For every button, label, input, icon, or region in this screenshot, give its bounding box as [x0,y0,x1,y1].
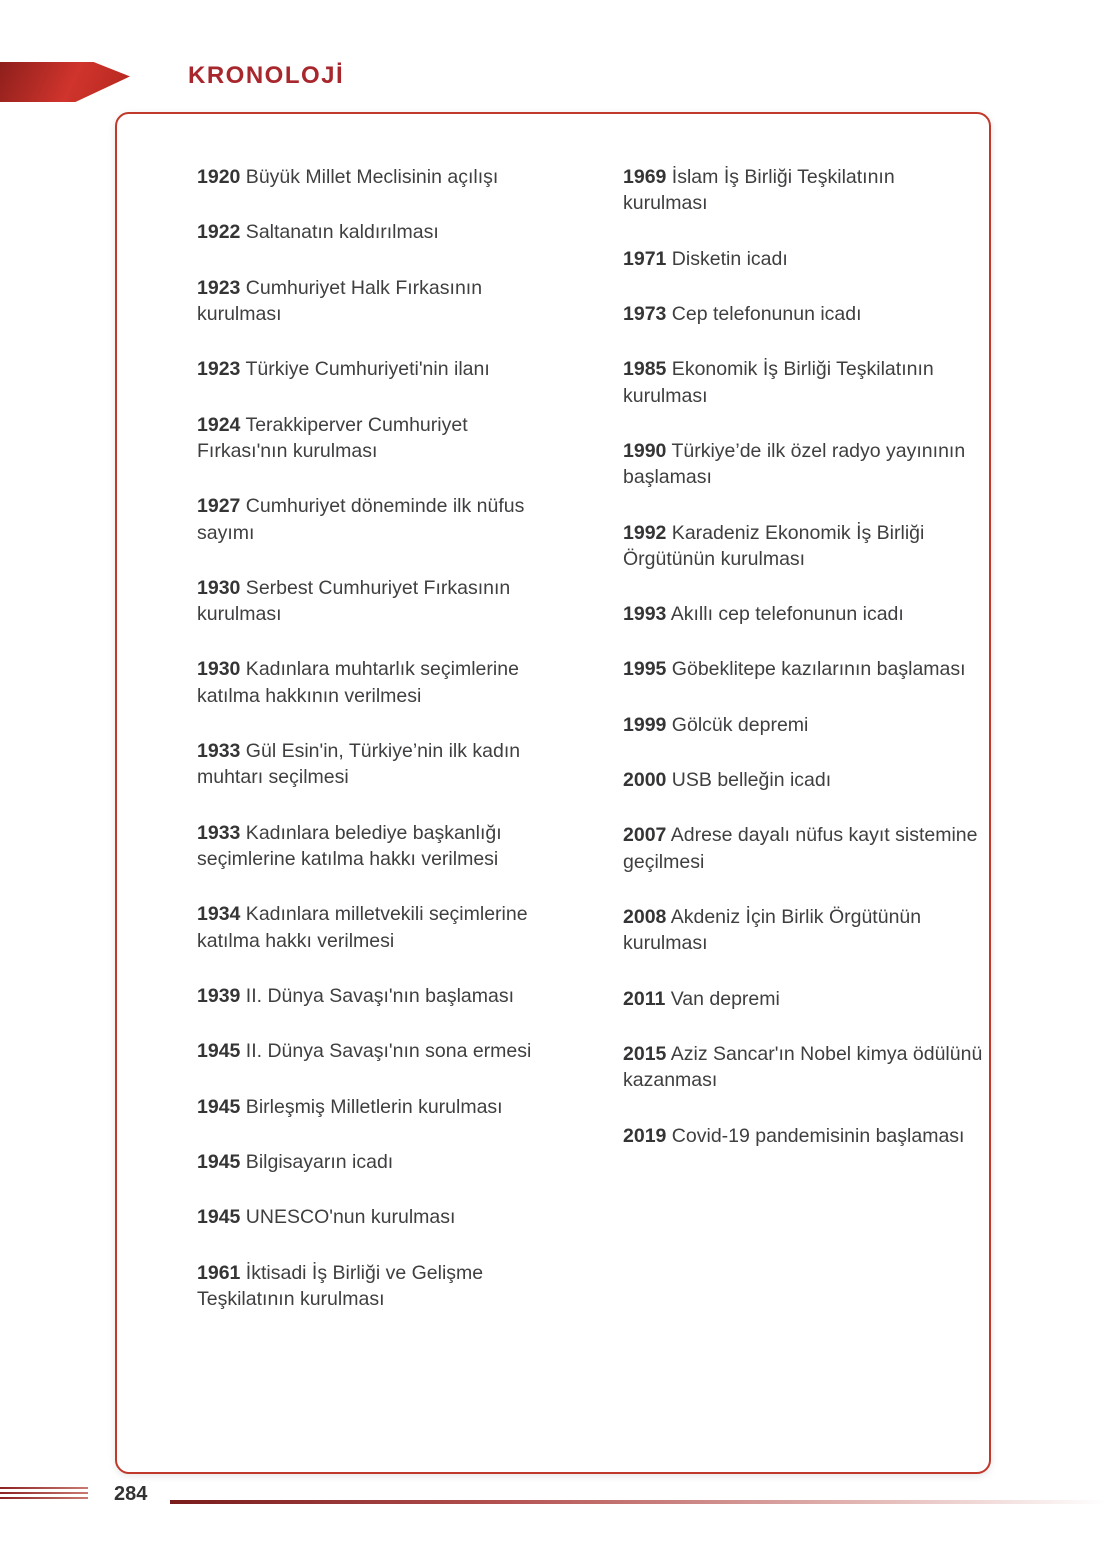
entry-text: Van depremi [665,987,780,1010]
timeline-entry [197,820,557,873]
timeline-entry [197,356,557,382]
timeline-entry [623,904,983,957]
entry-year: 1973 [623,302,667,325]
entry-year: 1945 [197,1095,241,1118]
timeline-entry [197,1038,557,1064]
timeline-entry [197,1094,557,1120]
timeline-entry [623,520,983,573]
timeline-entry [197,219,557,245]
timeline-entry [623,438,983,491]
timeline-entry [197,164,557,190]
entry-year: 1999 [623,713,667,736]
entry-year: 1995 [623,658,667,681]
entry-text: Gül Esin'in, Türkiye’nin ilk kadın muhtarı seçilmesi [197,740,521,789]
entry-year: 1923 [197,276,241,299]
entry-year: 2011 [623,987,666,1010]
timeline-entry [623,986,983,1012]
entry-text: İktisadi İş Birliği ve Gelişme Teşkilatının kurulması [197,1261,484,1310]
timeline-entry [623,767,983,793]
entry-year: 1927 [197,495,241,518]
entry-text: Gölcük depremi [666,713,809,736]
timeline-entry [197,1204,557,1230]
entry-text: Cep telefonunun icadı [666,302,862,325]
timeline-entry [623,822,983,875]
entry-text: II. Dünya Savaşı'nın sona ermesi [240,1040,532,1063]
entry-year: 1923 [197,358,241,381]
footer-gradient-rule [170,1500,1106,1504]
timeline-entry [197,901,557,954]
entry-text: İslam İş Birliği Teşkilatının kurulması [623,166,895,215]
timeline-entry [197,1260,557,1313]
entry-year: 1990 [623,439,667,462]
entry-year: 1934 [197,903,241,926]
entry-text: Cumhuriyet Halk Fırkasının kurulması [197,276,483,325]
timeline-right-column [623,164,983,1178]
entry-year: 2019 [623,1124,667,1147]
timeline-entry [197,275,557,328]
entry-text: Kadınlara belediye başkanlığı seçimlerine katılma hakkı verilmesi [197,821,502,870]
timeline-entry [623,301,983,327]
entry-text: Disketin icadı [666,247,788,270]
entry-text: Covid-19 pandemisinin başlaması [666,1124,965,1147]
entry-year: 1924 [197,413,241,436]
timeline-entry [197,575,557,628]
entry-text: Terakkiperver Cumhuriyet Fırkası'nın kurulması [197,413,468,462]
timeline-left-column [197,164,557,1341]
entry-year: 2000 [623,769,667,792]
entry-year: 1945 [197,1206,241,1229]
timeline-entry [197,412,557,465]
entry-year: 1930 [197,576,241,599]
entry-text: Aziz Sancar'ın Nobel kimya ödülünü kazanması [623,1042,983,1092]
entry-text: Akıllı cep telefonunun icadı [666,603,904,626]
entry-text: Göbeklitepe kazılarının başlaması [666,658,966,681]
entry-year: 1945 [197,1150,241,1173]
entry-text: Ekonomik İş Birliği Teşkilatının kurulması [623,358,934,407]
entry-text: Karadeniz Ekonomik İş Birliği Örgütünün kurulması [623,521,925,570]
entry-year: 1933 [197,821,241,844]
entry-text: Adrese dayalı nüfus kayıt sistemine geçilmesi [623,824,978,873]
entry-text: Cumhuriyet döneminde ilk nüfus sayımı [197,495,525,544]
timeline-entry [623,246,983,272]
entry-text: Kadınlara muhtarlık seçimlerine katılma hakkının verilmesi [197,658,519,707]
entry-year: 1939 [197,984,241,1007]
entry-year: 1985 [623,358,667,381]
entry-year: 1930 [197,658,241,681]
entry-text: Akdeniz İçin Birlik Örgütünün kurulması [623,906,922,955]
page-title: KRONOLOJİ [188,62,345,89]
entry-text: Türkiye Cumhuriyeti'nin ilanı [240,358,490,381]
entry-year: 1969 [623,166,667,188]
entry-year: 1992 [623,521,667,544]
timeline-entry [197,493,557,546]
timeline-entry [623,656,983,682]
entry-year: 2007 [623,824,667,847]
timeline-entry [623,356,983,409]
footer-lines-decoration [0,1487,88,1502]
timeline-entry [197,983,557,1009]
timeline-entry [623,712,983,738]
entry-text: UNESCO'nun kurulması [240,1206,456,1229]
timeline-entry [197,1149,557,1175]
entry-text: Saltanatın kaldırılması [240,221,439,244]
entry-year: 1945 [197,1040,241,1063]
entry-year: 2008 [623,906,667,928]
entry-text: USB belleğin icadı [666,769,832,792]
page-number: 284 [114,1483,148,1505]
entry-year: 1920 [197,166,241,188]
entry-year: 1971 [623,247,667,270]
timeline-entry [623,1123,983,1149]
corner-ribbon-decoration [0,62,130,102]
entry-text: II. Dünya Savaşı'nın başlaması [240,984,514,1007]
timeline-entry [197,656,557,709]
timeline-entry [623,164,983,217]
timeline-entry [623,601,983,627]
entry-text: Türkiye’de ilk özel radyo yayınının başlaması [623,439,966,489]
entry-text: Birleşmiş Milletlerin kurulması [240,1095,503,1118]
entry-year: 1993 [623,603,667,626]
entry-text: Kadınlara milletvekili seçimlerine katılma hakkı verilmesi [197,903,528,952]
chronology-frame [115,112,991,1474]
timeline-entry [197,738,557,791]
entry-year: 1922 [197,221,241,244]
entry-year: 1933 [197,740,241,763]
entry-year: 2015 [623,1042,667,1065]
entry-text: Büyük Millet Meclisinin açılışı [240,166,499,188]
entry-text: Serbest Cumhuriyet Fırkasının kurulması [197,576,511,626]
entry-year: 1961 [197,1261,241,1284]
entry-text: Bilgisayarın icadı [240,1150,394,1173]
timeline-entry [623,1041,983,1094]
